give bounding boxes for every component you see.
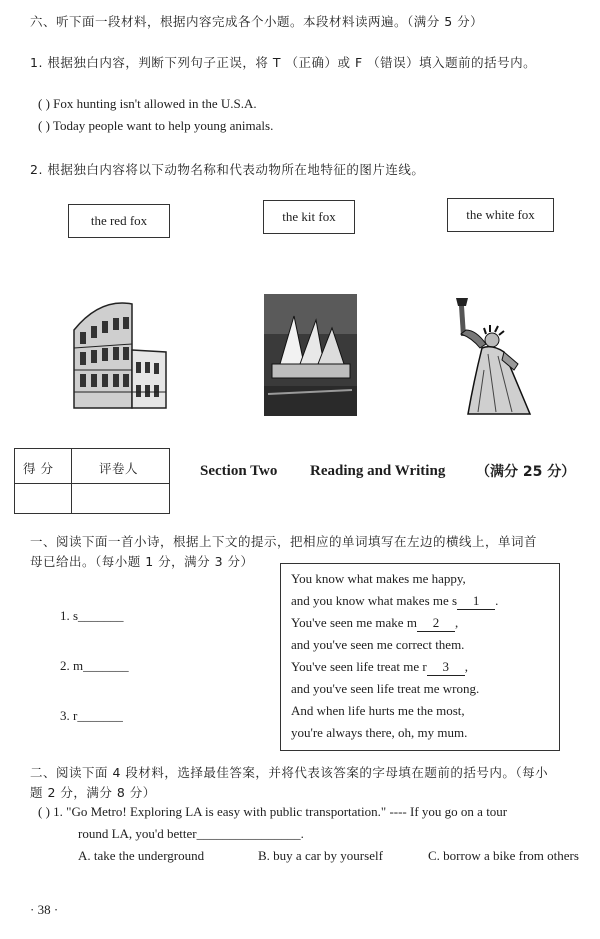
option-c: C. borrow a bike from others bbox=[428, 848, 579, 863]
colosseum-picture bbox=[70, 290, 170, 415]
poem-line: and you've seen life treat me wrong. bbox=[291, 681, 480, 696]
answer-line-1: 1. s_______ bbox=[60, 608, 124, 623]
option-a: A. take the underground bbox=[78, 848, 205, 863]
statue-of-liberty-picture bbox=[446, 290, 546, 418]
reading-instruction: 题 2 分，满分 8 分） bbox=[30, 785, 156, 800]
animal-box-kit-fox bbox=[263, 200, 355, 234]
section-subtitle: Reading and Writing bbox=[310, 463, 446, 479]
opera-house-picture bbox=[264, 294, 357, 416]
q1-title: 1. 根据独白内容，判断下列句子正误，将 T （正确）或 F （错误）填入题前的括号内。 bbox=[30, 55, 537, 70]
poem-blank: 2 bbox=[417, 615, 455, 632]
poem-line: And when life hurts me the most, bbox=[291, 703, 465, 718]
poem-line: and you know what makes me s 1 . bbox=[291, 593, 499, 608]
section-title: Section Two bbox=[200, 463, 278, 479]
poem-line: You've seen me make m 2 , bbox=[291, 615, 459, 630]
poem-instruction: 一、阅读下面一首小诗，根据上下文的提示，把相应的单词填写在左边的横线上，单词首 bbox=[30, 534, 538, 549]
section-score: （满分 25 分） bbox=[476, 464, 576, 480]
option-b: B. buy a car by yourself bbox=[258, 848, 383, 863]
answer-line-3: 3. r_______ bbox=[60, 708, 123, 723]
poem-instruction: 母已给出。（每小题 1 分，满分 3 分） bbox=[30, 554, 254, 569]
part6-heading: 六、听下面一段材料，根据内容完成各个小题。本段材料读两遍。（满分 5 分） bbox=[30, 14, 484, 29]
poem-blank: 3 bbox=[427, 659, 465, 676]
score-table bbox=[14, 448, 170, 514]
poem-line: You know what makes me happy, bbox=[291, 571, 466, 586]
q1-item: ( ) Today people want to help young animals. bbox=[38, 118, 274, 133]
poem-blank: 1 bbox=[457, 593, 495, 610]
score-label: 得 分 bbox=[23, 461, 54, 476]
animal-box-red-fox bbox=[68, 204, 170, 238]
poem-box bbox=[280, 563, 560, 751]
animal-label: the kit fox bbox=[282, 209, 336, 224]
animal-label: the white fox bbox=[466, 207, 535, 222]
reading-question: ( ) 1. "Go Metro! Exploring LA is easy with public transportation." ---- If you go on a tour bbox=[38, 804, 508, 819]
table-divider bbox=[15, 483, 169, 484]
answer-line-2: 2. m_______ bbox=[60, 658, 129, 673]
poem-line: and you've seen me correct them. bbox=[291, 637, 465, 652]
reading-instruction: 二、阅读下面 4 段材料，选择最佳答案，并将代表该答案的字母填在题前的括号内。（每小 bbox=[30, 765, 549, 780]
grader-label: 评卷人 bbox=[99, 461, 139, 476]
q2-title: 2. 根据独白内容将以下动物名称和代表动物所在地特征的图片连线。 bbox=[30, 162, 425, 177]
page-number: · 38 · bbox=[30, 902, 59, 917]
table-divider bbox=[71, 449, 72, 513]
animal-box-white-fox bbox=[447, 198, 554, 232]
q1-item: ( ) Fox hunting isn't allowed in the U.S.A. bbox=[38, 96, 257, 111]
reading-question-cont: round LA, you'd better________________. bbox=[78, 826, 304, 841]
poem-line: you're always there, oh, my mum. bbox=[291, 725, 468, 740]
poem-line: You've seen life treat me r 3 , bbox=[291, 659, 468, 674]
animal-label: the red fox bbox=[90, 213, 148, 228]
